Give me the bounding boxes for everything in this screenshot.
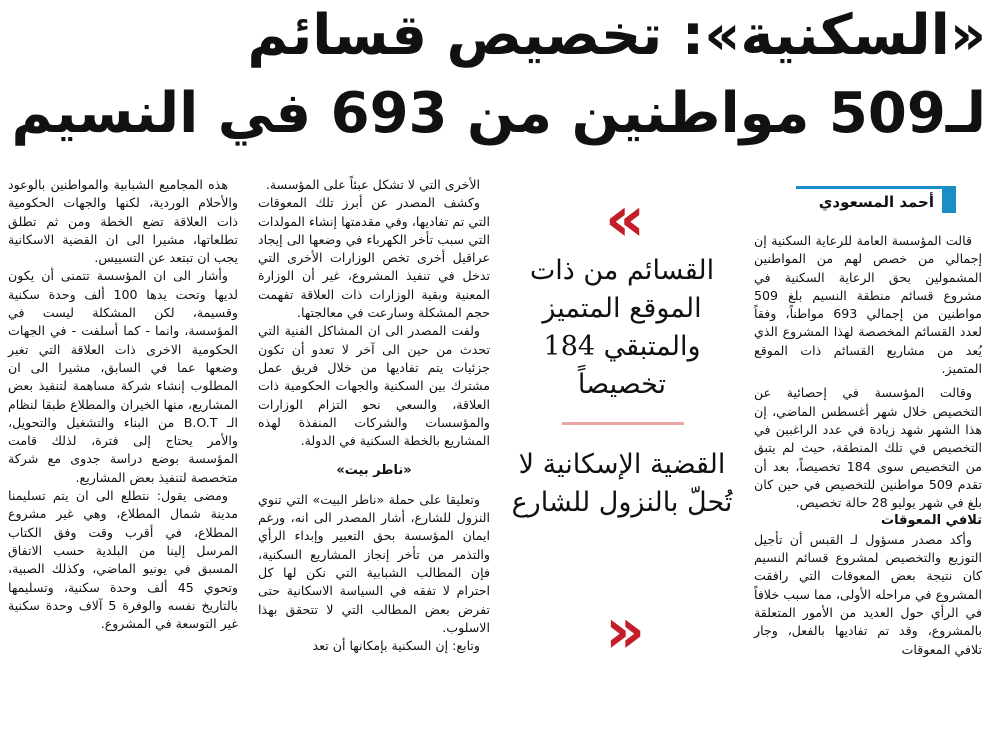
section-tag: «ناطر بيت» — [336, 463, 412, 479]
paragraph: الأخرى التي لا تشكل عبئاً على المؤسسة. — [265, 177, 480, 192]
pull-quote-1: القسائم من ذات الموقع المتميز والمتبقي 184 تخصيصاً — [529, 255, 715, 400]
headline-line-1: «السكنية»: تخصيص قسائم — [247, 3, 986, 68]
paragraph: ومضى يقول: نتطلع الى ان يتم تسليمنا مدينة شمال المطلاع، وهي غير مشروع المطلاع، في أقرب وقت وفق الكتاب المرسل إلينا من البلدية حسب الاتفاق المسبق في يونيو الماضي، وكذلك الصبية، وتحوي 45 ألف وحدة سكنية، وتسليمها بالتاريخ نفسه والوفرة 5 آلاف وحدة سكنية غير التوسعة في المشروع. — [8, 488, 238, 632]
quote-mark-open-icon: » — [604, 182, 645, 255]
paragraph: وكشف المصدر عن أبرز تلك المعوقات التي تم تفاديها، وفي مقدمتها إنشاء المولدات التي سبب تأخر الكهرباء في وضعها الى إيجاد عراقيل أخرى تخص الوزارات الأخرى التي تدخل في تنفيذ المشروع، غير أن الوزارة المعنية وبقية الوزارات ذات العلاقة تفهمت حجم المشكلة وسارعت في معالجتها. — [258, 195, 490, 321]
paragraph: وقالت المؤسسة في إحصائية عن التخصيص خلال شهر أغسطس الماضي، إن هذا الشهر شهد زيادة في عدد الراغبين في التخصيص في تلك المنطقة، حيث لم يتبق من التخصيص سوى 184 تخصيصاً، بعد أن تقدم 509 مواطنين للتخصيص في حين كان بلغ في شهر يوليو 28 حالة تخصيص. — [754, 385, 982, 511]
article-column-4 — [8, 176, 238, 633]
paragraph: وتابع: إن السكنية بإمكانها أن تعد — [312, 638, 480, 654]
article-column-1 — [754, 232, 982, 659]
article-column-3 — [258, 176, 490, 655]
paragraph: هذه المجاميع الشبابية والمواطنين بالوعود والأحلام الوردية، لكنها والجهات الحكومية ذات العلاقة تضع الخطة ومن ثم تطلق تطلعاتها، مشيرا الى ان القضية الاسكانية يجب ان تبتعد عن التسييس. — [8, 177, 238, 266]
paragraph: وتعليقا على حملة «ناطر البيت» التي تنوي النزول للشارع، أشار المصدر الى انه، ورغم ايمان المؤسسة بحق التعبير وإبداء الرأي والتذمر من تأخر إنجاز المشاريع السكنية، فإن المطالب الشبابية التي نكن لها كل احترام لا تفقه في السياسة الاسكانية حتى تفرض بعض المطالب التي لا تتحقق بهذا الاسلوب. — [258, 491, 490, 635]
byline-accent-bar — [942, 186, 956, 213]
headline-line-2: لـ509 مواطنين من 693 في النسيم — [11, 81, 986, 146]
pull-quote-divider — [562, 422, 684, 425]
pull-quote-2: القضية الإسكانية لا تُحلّ بالنزول للشارع — [511, 449, 733, 518]
paragraph: وأشار الى ان المؤسسة تتمنى أن يكون لديها وتحت يدها 100 ألف وحدة سكنية وقسيمة، لكن المشكلة ليست في المؤسسة، وانما - كما أسلفت - في الجهات الحكومية الاخرى ذات العلاقة التي تغير وضعها عما في السابق، مشيرا الى ان المطلوب إنشاء شركة مساهمة لتنفيذ بعض المشاريع، منها الخيران والمطلاع طبقا لنظام الـ B.O.T من البناء والتشغيل والتحويل، والأمر يحتاج إلى فترة، لذلك قامت المؤسسة بوضع دراسة جدوى مع شركة متخصصة لتنفيذ بعض المشاريع. — [8, 268, 238, 485]
paragraph: ولفت المصدر الى ان المشاكل الفنية التي تحدث من حين الى آخر لا تعدو أن تكون جزئيات يتم تفاديها من خلال فريق عمل مشترك بين السكنية والجهات الحكومية ذات العلاقة، والسعي نحو التزام الوزارات والمؤسسات والشركات المنفذة لهذه المشاريع بالخطة السكنية في الدولة. — [258, 323, 490, 449]
paragraph: وأكد مصدر مسؤول لـ القبس أن تأجيل التوزيع والتخصيص لمشروع قسائم النسيم كان نتيجة بعض المعوقات التي رافقت المشروع في مراحله الأولى، مما سبب خلافاً في الرأي حول العديد من الأمور المتعلقة بالمشروع، وقد تم تفاديها بالفعل، وجار تلافي المعوقات — [754, 531, 982, 657]
author-name: أحمد المسعودي — [818, 193, 934, 211]
subheading: تلافي المعوقات — [881, 513, 982, 529]
byline — [796, 186, 956, 217]
paragraph: قالت المؤسسة العامة للرعاية السكنية إن إجمالي من خصص لهم من المواطنين المشمولين بحق الرعاية السكنية في مشروع قسائم منطقة النسيم بلغ 509 مواطنين من إجمالي 693 مواطناً، وفقاً لعدد القسائم المخصصة لهذا المشروع الذي يُعد من مشاريع القسائم ذات الموقع المتميز. — [754, 233, 983, 377]
quote-mark-close-icon: « — [604, 594, 645, 667]
